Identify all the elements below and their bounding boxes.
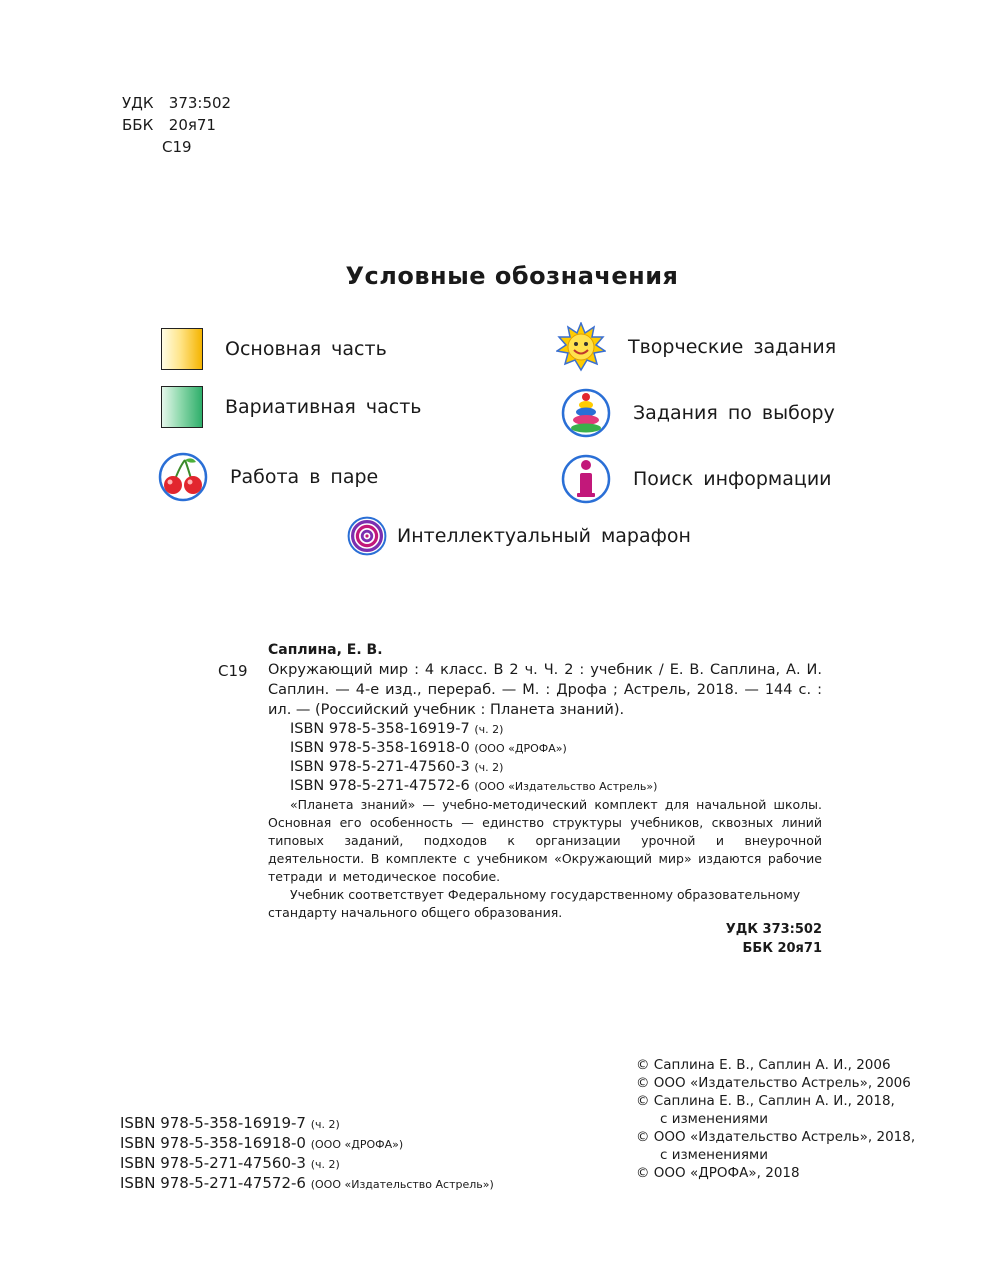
bottom-isbn-row <box>120 1174 494 1194</box>
bottom-isbn-number: ISBN 978-5-358-16918-0 <box>120 1134 306 1152</box>
legend-item-variative <box>161 386 421 428</box>
bottom-isbn-number: ISBN 978-5-358-16919-7 <box>120 1114 306 1132</box>
bib-isbn-row <box>290 777 822 796</box>
bib-annotation: «Планета знаний» — учебно-методический комплект для начальной школы. Основная его особенность — единство структуры учебников, сквозных линий типовых заданий, подходов к организации урочной и внеурочной деятельности. В комплекте с учебником «Окружающий мир» издаются рабочие тетради и методическое пособие. <box>268 797 822 884</box>
bib-isbn-note: (ч. 2) <box>474 761 504 774</box>
cherry-icon <box>158 452 208 502</box>
bib-isbn-number: ISBN 978-5-358-16919-7 <box>290 721 470 737</box>
bottom-isbn-note: (ч. 2) <box>310 1158 340 1171</box>
legend-label-choice: Задания по выбору <box>633 402 835 424</box>
legend-item-choice <box>561 388 835 438</box>
legend-item-creative <box>556 322 836 372</box>
bottom-isbn-number: ISBN 978-5-271-47560-3 <box>120 1154 306 1172</box>
top-udk-label: УДК <box>122 94 154 112</box>
bib-isbn-row <box>290 739 822 758</box>
bottom-isbn-note: (ч. 2) <box>310 1118 340 1131</box>
copyright-line: © Саплина Е. В., Саплин А. И., 2006 <box>636 1057 891 1073</box>
bottom-isbn-row <box>120 1134 494 1154</box>
bib-isbn-number: ISBN 978-5-271-47572-6 <box>290 778 470 794</box>
legend-item-marathon <box>347 516 691 556</box>
copyright-line: с изменениями <box>660 1147 768 1163</box>
copyright-line: с изменениями <box>660 1111 768 1127</box>
top-classification <box>122 92 231 158</box>
legend-item-info <box>561 454 832 504</box>
top-bbk-row <box>122 114 231 136</box>
legend-item-main <box>161 328 387 370</box>
bottom-isbn-row <box>120 1154 494 1174</box>
green-square-icon <box>161 386 203 428</box>
top-bbk-label: ББК <box>122 116 154 134</box>
legend-label-main: Основная часть <box>225 338 387 360</box>
bib-code: С19 <box>218 662 248 680</box>
bib-standard-note: Учебник соответствует Федеральному государственному образовательному стандарту начального общего образования. <box>268 887 801 920</box>
bib-isbn-number: ISBN 978-5-358-16918-0 <box>290 740 470 756</box>
info-icon <box>561 454 611 504</box>
top-bbk-value: 20я71 <box>168 116 216 134</box>
legend-label-creative: Творческие задания <box>628 336 837 358</box>
top-udk-value: 373:502 <box>168 94 232 112</box>
copyright-block <box>636 1056 915 1182</box>
bottom-isbn-row <box>120 1114 494 1134</box>
bib-isbn-row <box>290 758 822 777</box>
bib-isbn-row <box>290 720 822 739</box>
legend-label-info: Поиск информации <box>633 468 832 490</box>
legend-label-pair: Работа в паре <box>230 466 379 488</box>
bib-isbn-number: ISBN 978-5-271-47560-3 <box>290 759 470 775</box>
yellow-square-icon <box>161 328 203 370</box>
sun-icon <box>556 322 606 372</box>
bibliographic-record <box>218 640 822 922</box>
bib-isbn-note: (ООО «Издательство Астрель») <box>474 780 658 793</box>
pyramid-toy-icon <box>561 388 611 438</box>
top-udk-row <box>122 92 231 114</box>
bottom-isbn-list <box>120 1114 494 1194</box>
legend-label-variative: Вариативная часть <box>225 396 422 418</box>
bottom-isbn-note: (ООО «ДРОФА») <box>310 1138 404 1151</box>
legend-label-marathon: Интеллектуальный марафон <box>397 525 691 547</box>
bib-udk: УДК 373:502 <box>725 922 822 937</box>
copyright-line: © ООО «Издательство Астрель», 2018, <box>636 1129 916 1145</box>
top-code-row <box>122 136 231 158</box>
copyright-line: © Саплина Е. В., Саплин А. И., 2018, <box>636 1093 895 1109</box>
bottom-isbn-note: (ООО «Издательство Астрель») <box>310 1178 494 1191</box>
legend-title: Условные обозначения <box>345 262 679 290</box>
bib-isbn-note: (ч. 2) <box>474 723 504 736</box>
bib-author: Саплина, Е. В. <box>268 642 383 658</box>
legend-item-pair <box>158 452 378 502</box>
bib-isbn-note: (ООО «ДРОФА») <box>474 742 567 755</box>
spiral-icon <box>347 516 387 556</box>
copyright-line: © ООО «ДРОФА», 2018 <box>636 1165 800 1181</box>
copyright-line: © ООО «Издательство Астрель», 2006 <box>636 1075 911 1091</box>
bib-main-text: Окружающий мир : 4 класс. В 2 ч. Ч. 2 : учебник / Е. В. Саплина, А. И. Саплин. — 4-е изд., перераб. — М. : Дрофа ; Астрель, 2018. — 144 с. : ил. — (Российский учебник : Планета знаний). <box>268 662 822 718</box>
bottom-isbn-number: ISBN 978-5-271-47572-6 <box>120 1174 306 1192</box>
bib-bbk: ББК 20я71 <box>742 941 822 956</box>
bib-classification <box>700 920 822 958</box>
top-code: С19 <box>162 138 192 156</box>
